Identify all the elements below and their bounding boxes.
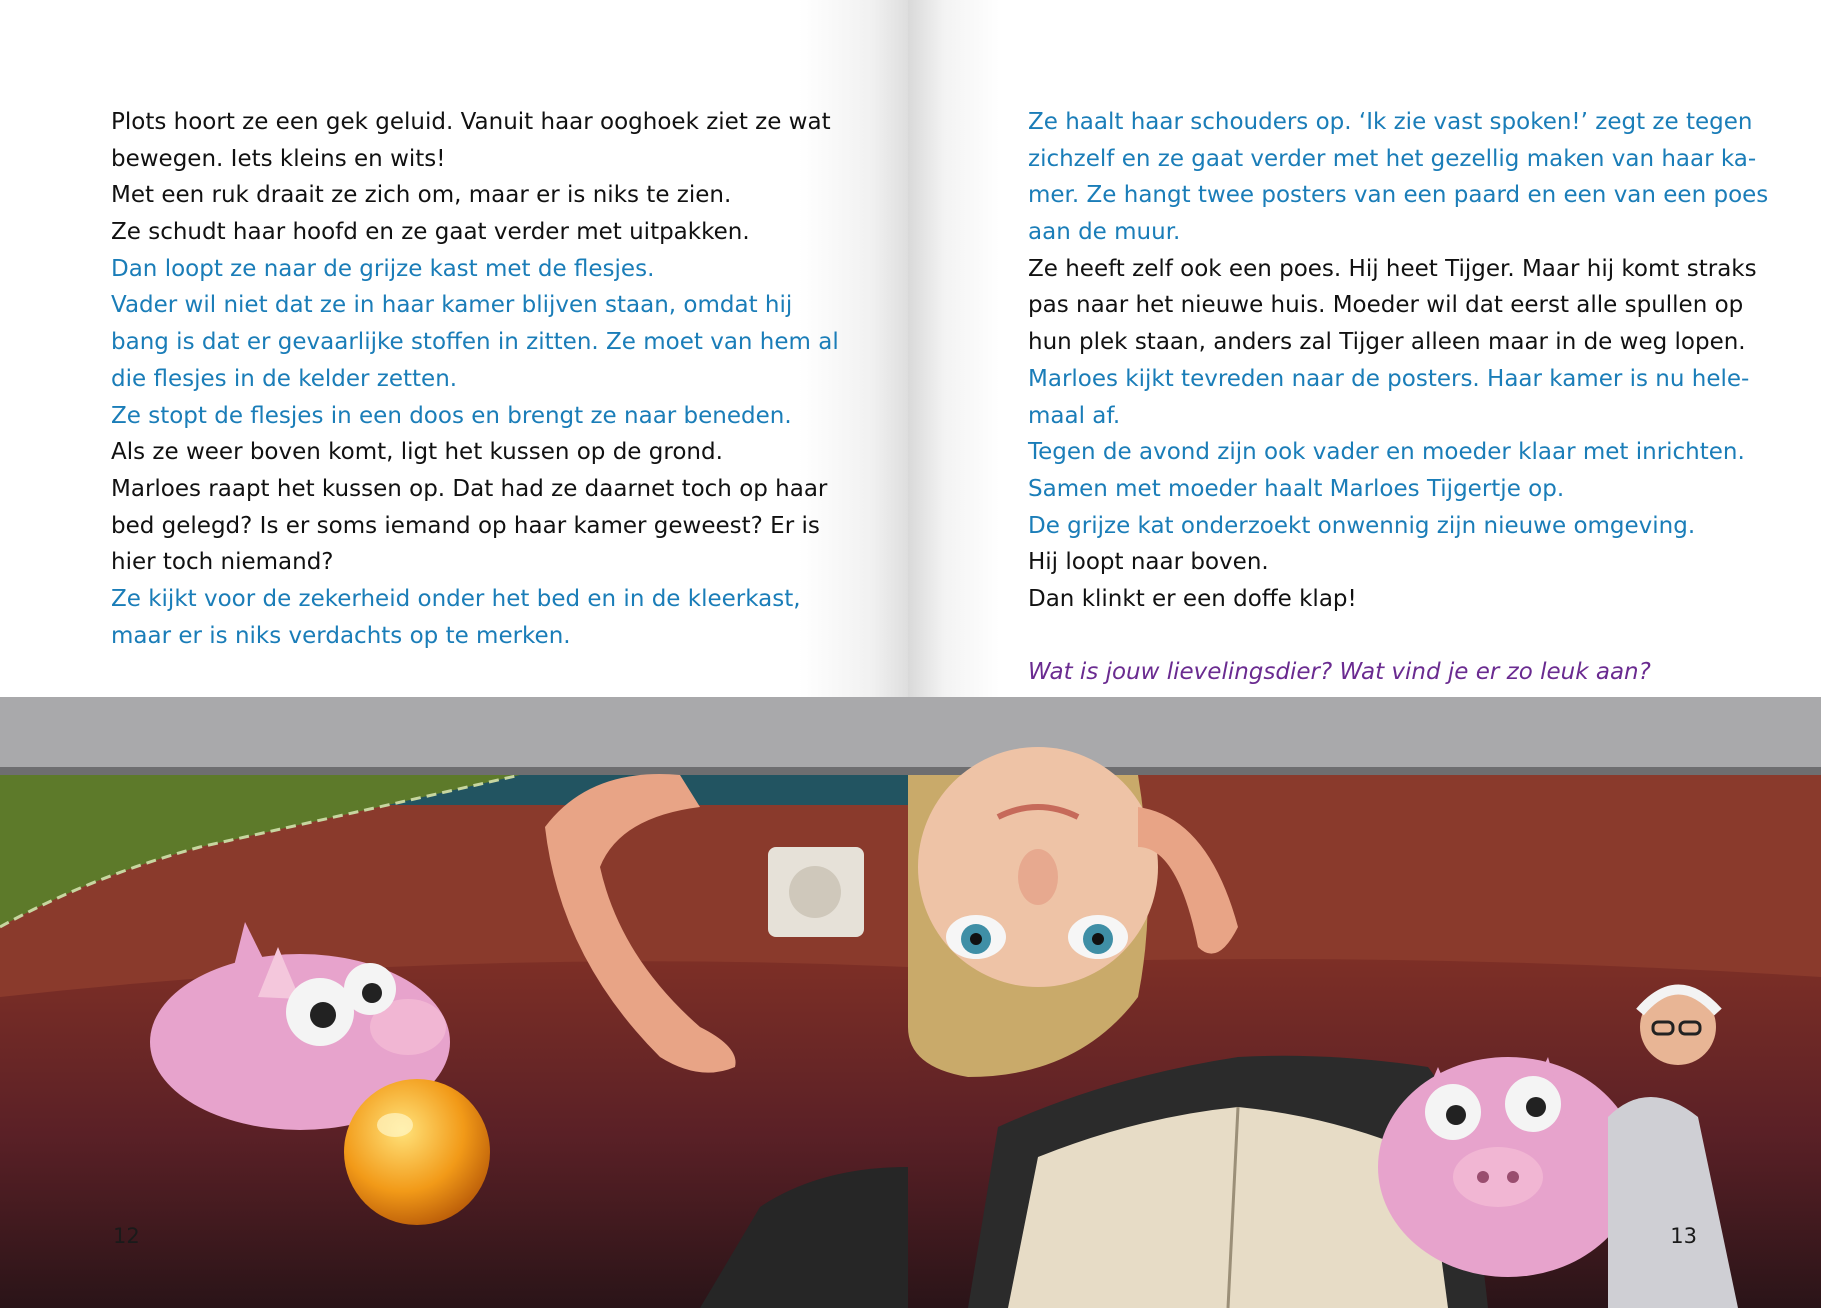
text-line: Samen met moeder haalt Marloes Tijgertje op. [1028, 475, 1565, 502]
text-line: Ze stopt de flesjes in een doos en brengt ze naar beneden. [111, 402, 792, 429]
text-line: bed gelegd? Is er soms iemand op haar kamer geweest? Er is [111, 512, 820, 539]
text-line: zichzelf en ze gaat verder met het gezellig maken van haar ka- [1028, 145, 1757, 172]
text-line: maal af. [1028, 402, 1121, 429]
text-line: Marloes raapt het kussen op. Dat had ze daarnet toch op haar [111, 475, 828, 502]
text-line: pas naar het nieuwe huis. Moeder wil dat eerst alle spullen op [1028, 292, 1744, 319]
page-number: 12 [113, 1224, 140, 1248]
text-line: Dan klinkt er een doffe klap! [1028, 585, 1357, 612]
text-line: Ze heeft zelf ook een poes. Hij heet Tijger. Maar hij komt straks [1028, 255, 1757, 282]
right-page [908, 0, 1821, 1308]
illustration-left [0, 697, 908, 1308]
left-page-text [111, 104, 839, 654]
text-line: die flesjes in de kelder zetten. [111, 365, 458, 392]
text-line: Als ze weer boven komt, ligt het kussen op de grond. [111, 439, 723, 466]
text-line: Dan loopt ze naar de grijze kast met de flesjes. [111, 255, 655, 282]
text-line: bewegen. Iets kleins en wits! [111, 145, 446, 172]
text-line: Plots hoort ze een gek geluid. Vanuit haar ooghoek ziet ze wat [111, 109, 831, 135]
text-line: Ze haalt haar schouders op. ‘Ik zie vast spoken!’ zegt ze tegen [1028, 109, 1753, 135]
text-line: Tegen de avond zijn ook vader en moeder klaar met inrichten. [1028, 439, 1745, 466]
text-line: Ze kijkt voor de zekerheid onder het bed en in de kleerkast, [111, 585, 801, 612]
text-line: Ze schudt haar hoofd en ze gaat verder met uitpakken. [111, 219, 750, 246]
text-line: maar er is niks verdachts op te merken. [111, 622, 571, 649]
illustration-right [908, 697, 1821, 1308]
text-line: aan de muur. [1028, 219, 1181, 246]
reading-question: Wat is jouw lievelingsdier? Wat vind je er zo leuk aan? [1028, 659, 1651, 686]
text-line: Marloes kijkt tevreden naar de posters. Haar kamer is nu hele- [1028, 365, 1750, 392]
text-line: hun plek staan, anders zal Tijger alleen maar in de weg lopen. [1028, 329, 1746, 356]
text-line: hier toch niemand? [111, 549, 334, 576]
text-line: Vader wil niet dat ze in haar kamer blijven staan, omdat hij [111, 292, 793, 319]
page-number: 13 [1670, 1224, 1697, 1248]
text-line: bang is dat er gevaarlijke stoffen in zitten. Ze moet van hem al [111, 329, 839, 356]
text-line: Met een ruk draait ze zich om, maar er is niks te zien. [111, 182, 732, 209]
text-line: Hij loopt naar boven. [1028, 549, 1269, 576]
text-line: mer. Ze hangt twee posters van een paard en een van een poes [1028, 182, 1769, 209]
text-line: De grijze kat onderzoekt onwennig zijn nieuwe omgeving. [1028, 512, 1696, 539]
left-page [0, 0, 908, 1308]
right-page-text [1028, 104, 1769, 691]
